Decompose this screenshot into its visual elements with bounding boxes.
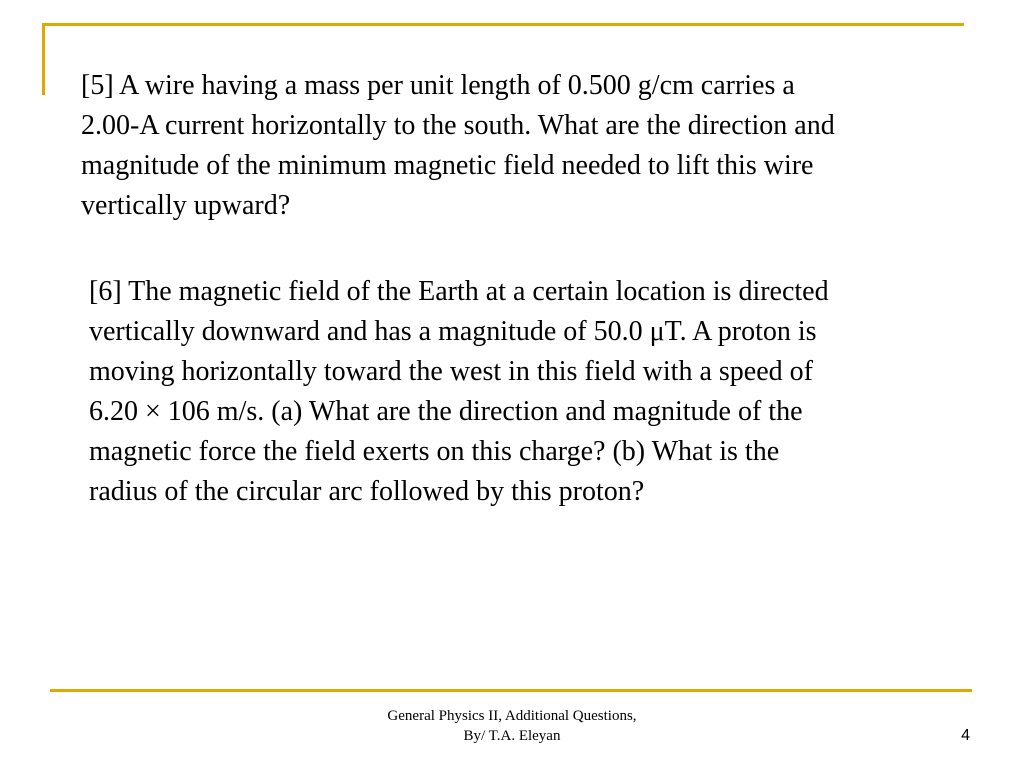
question-5-text: [5] A wire having a mass per unit length of 0.500 g/cm carries a 2.00-A current horizontally to the south. What are the direction and magnitude of the minimum magnetic field needed to lift this wire vertically upward? bbox=[81, 70, 835, 221]
question-6-text: [6] The magnetic field of the Earth at a certain location is directed vertically downward and has a magnitude of 50.0 μT. A proton is moving horizontally toward the west in this field with a speed of 6.20 × 106 m/s. (a) What are the direction and magnitude of the magnetic force the field exerts on this charge? (b) What is the radius of the circular arc followed by this proton? bbox=[89, 276, 829, 507]
left-border-line bbox=[42, 23, 45, 95]
footer-text: General Physics II, Additional Questions, By/ T.A. Eleyan bbox=[387, 708, 637, 744]
footer-divider-line bbox=[50, 689, 972, 692]
slide-number: 4 bbox=[961, 727, 970, 744]
top-border-line bbox=[42, 23, 964, 26]
